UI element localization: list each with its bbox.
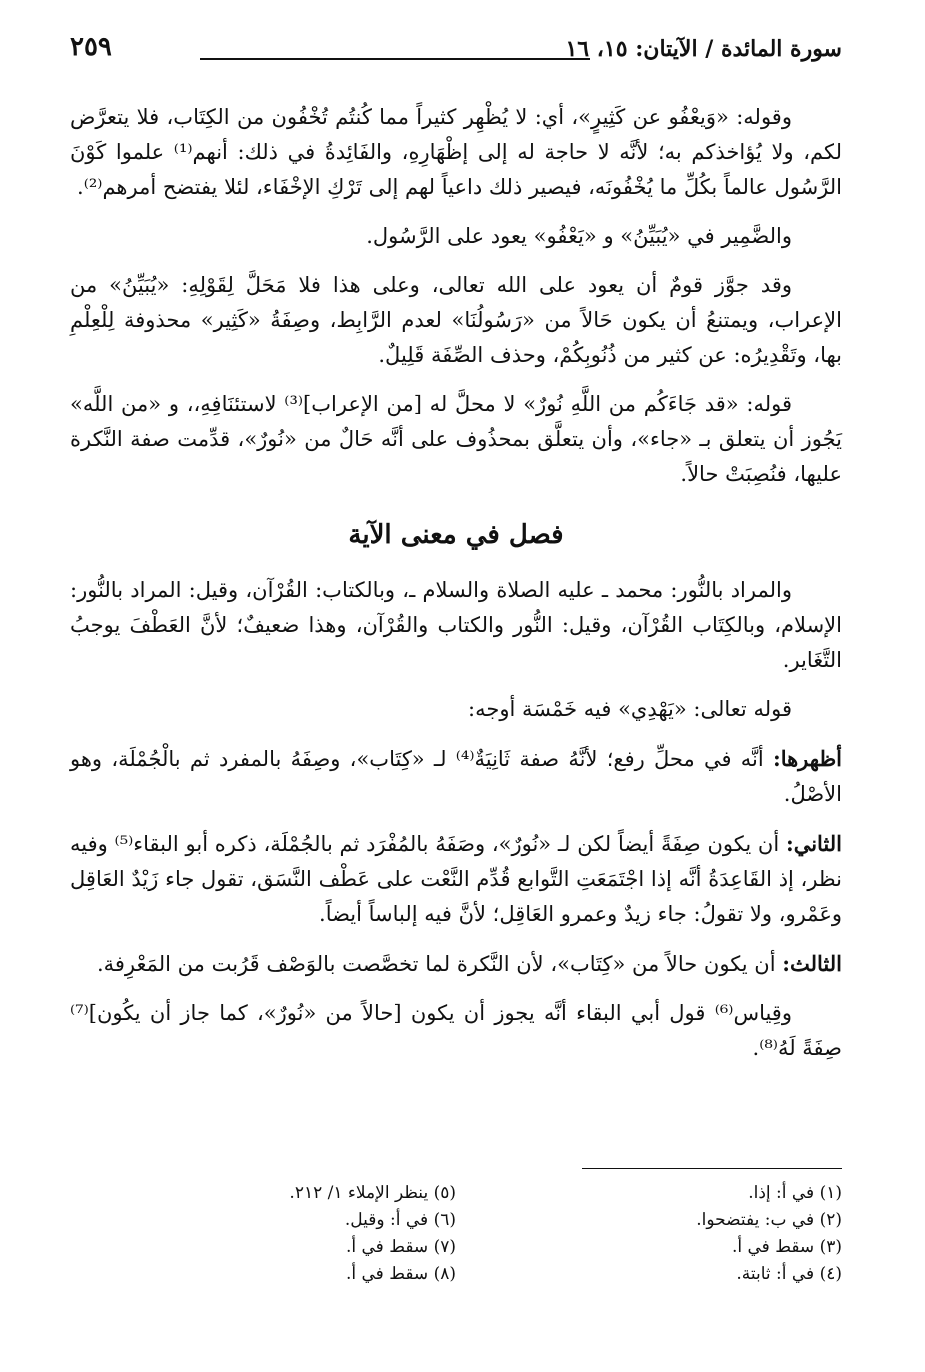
header-rule (200, 58, 590, 60)
footnotes (70, 1180, 842, 1288)
footnote: (٧) سقط في أ. (345, 1237, 456, 1257)
paragraph: وقوله: «وَيعْفُو عن كَثِيرٍ»، أي: لا يُظْهِر كثيراً مما كُنتُم تُخْفُون من الكِتَاب، فلا يتعرَّض لكم، ولا يُؤاخذكم به؛ لأنَّه لا حاجة له إلى إظْهَارِهِ، والفَائِدةُ في ذلك: أنهم⁽¹⁾ علموا كَوْنَ الرَّسُول عالماً بكُلِّ ما يُخْفُونَه، فيصير ذلك داعياً لهم إلى تَرْكِ الإخْفَاء، لئلا يفتضح أمرهم⁽²⁾. (70, 105, 842, 199)
aspect-lead: الثاني: (785, 831, 843, 856)
paragraph: قوله تعالى: «يَهْدِي» فيه خَمْسَة أوجه: (468, 697, 792, 721)
paragraph: والضَّمِير في «يُبَيِّنُ» و «يَعْفُو» يعود على الرَّسُول. (366, 224, 792, 248)
paragraph: والمراد بالنُّور: محمد ـ عليه الصلاة والسلام ـ، وبالكتاب: القُرْآن، وقيل: المراد بالنُّور: الإسلام، وبالكِتَاب القُرْآن، وقيل: النُّور والكتاب والقُرْآن، وهذا ضعيفٌ؛ لأنَّ العَطْفَ يوجبُ التَّغَاير. (70, 578, 842, 672)
footnotes-column-right (456, 1180, 842, 1288)
aspect-lead: أظهرها: (772, 746, 842, 771)
paragraph: وقِياس⁽⁶⁾ قول أبي البقاء أنَّه يجوز أن يكون [حالاً من «نُورٌ»، كما جاز أن يكُون]⁽⁷⁾ صِفَةً لَهُ⁽⁸⁾. (70, 1001, 842, 1060)
paragraph-third-aspect (70, 946, 842, 982)
footnote: (٣) سقط في أ. (731, 1237, 842, 1257)
footnote: (٢) في ب: يفتضحوا. (696, 1210, 842, 1230)
section-heading: فصل في معنى الآية (348, 520, 564, 550)
aspect-lead: الثالث: (782, 951, 842, 976)
paragraph-first-aspect (70, 741, 842, 812)
main-text (70, 100, 842, 1080)
aspect-text: أن يكون حالاً من «كِتَاب»، لأن النَّكرة لما تخصَّصت بالوَصْف قَرُبت من المَعْرِفة. (96, 952, 783, 976)
footnotes-column-left (70, 1180, 456, 1288)
footnote: (٦) في أ: وقيل. (344, 1210, 456, 1230)
footnote: (٤) في أ: ثابتة. (736, 1264, 842, 1284)
footnote: (٨) سقط في أ. (345, 1264, 456, 1284)
aspect-text: أن يكون صِفَةً أيضاً لكن لـ «نُورٌ»، وصَفَهُ بالمُفْرَد ثم بالجُمْلَة، ذكره أبو البقاء⁽⁵⁾ وفيه نظر، إذ القَاعِدَةُ أنَّه إذا اجْتَمَعَتِ التَّوابع قُدِّم النَّعْت على عَطْف النَّسَق، تقول جاء زَيْدٌ العَاقِل وعَمْرو، ولا تقولُ: جاء زيدٌ وعمرو العَاقِل؛ لأنَّ فيه إلباساً أيضاً. (70, 832, 842, 926)
aspect-text: أنَّه في محلِّ رفع؛ لأنَّهُ صفة ثَانِيَةٌ⁽⁴⁾ لـ «كِتَاب»، وصِفَهُ بالمفرد ثم بالْجُمْلَة، وهو الأصْلُ. (70, 747, 842, 806)
footnote: (٥) ينظر الإملاء ١/ ٢١٢. (289, 1183, 456, 1203)
running-title: سورة المائدة / الآيتان: ١٥، ١٦ (565, 36, 842, 62)
footnote: (١) في أ: إذا. (748, 1183, 842, 1203)
page-number: ٢٥٩ (70, 32, 112, 62)
page-header (70, 30, 842, 70)
paragraph: وقد جوَّز قومٌ أن يعود على الله تعالى، وعلى هذا فلا مَحَلَّ لِقَوْلِهِ: «يُبَيِّنُ» من الإعراب، ويمتنعُ أن يكون حَالاً من «رَسُولُنَا» لعدم الرَّابِط، وصِفَةُ «كَثِير» محذوفة لِلْعِلْمِ بها، وتَقْدِيرُه: عن كثير من ذُنُوبِكُمْ، وحذف الصِّفَة قَلِيلٌ. (70, 273, 842, 367)
paragraph-second-aspect (70, 826, 842, 932)
footnote-rule (582, 1168, 842, 1169)
paragraph: قوله: «قد جَاءَكُم من اللَّهِ نُورٌ» لا محلَّ له [من الإعراب]⁽³⁾ لاستئنَافِهِ،، و «من اللَّه» يَجُوز أن يتعلق بـ «جاء»، وأن يتعلَّق بمحذُوف على أنَّه حَالٌ من «نُورٌ»، قدِّمت صفة النَّكرة عليها، فنُصِبَتْ حالاً. (70, 392, 842, 486)
